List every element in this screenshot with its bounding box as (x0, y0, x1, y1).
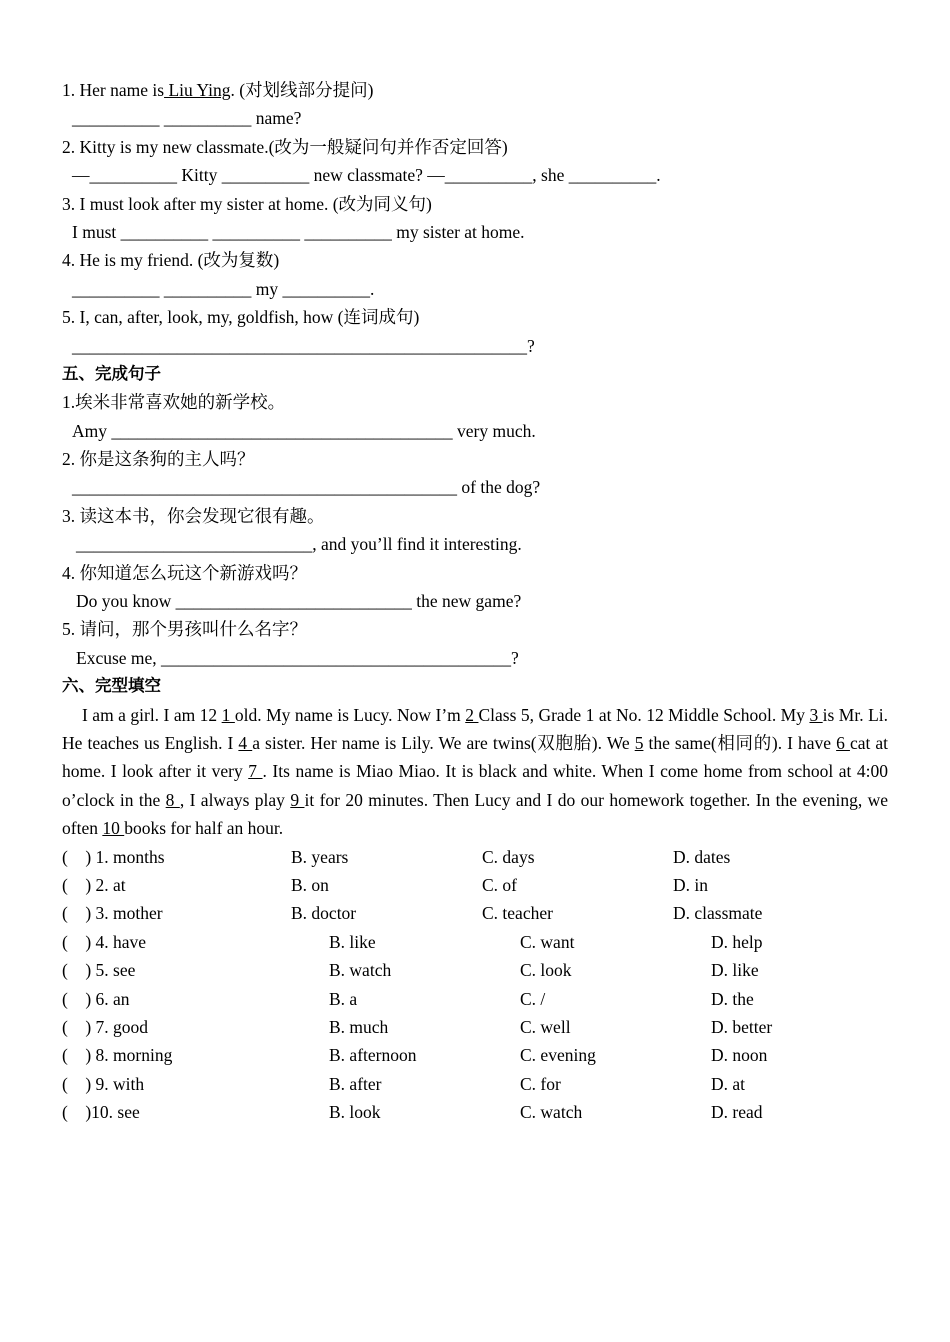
passage-text: books for half an hour. (124, 818, 284, 839)
option-row (62, 899, 888, 927)
option-row (62, 1098, 888, 1126)
question-stem[interactable]: ( ) 3. mother (62, 903, 163, 924)
question-stem[interactable]: ( )10. see (62, 1102, 140, 1123)
passage-text: is Mr. Li. He teaches us English. I (62, 704, 889, 753)
blank-number: 6 (836, 733, 850, 753)
passage-text: I am a girl. I am 12 (82, 704, 222, 725)
cloze-options (62, 843, 888, 1127)
option-row (62, 1070, 888, 1098)
passage-text: it for 20 minutes. Then Lucy and I do our homework together. In the evening, we often (62, 789, 889, 839)
option-d[interactable]: D. read (711, 1102, 763, 1123)
option-c[interactable]: C. days (482, 846, 535, 867)
passage-text: Class 5, Grade 1 at No. 12 Middle School. My (478, 704, 810, 725)
option-row (62, 1041, 888, 1069)
option-b[interactable]: B. like (329, 931, 376, 952)
question-stem[interactable]: ( ) 4. have (62, 931, 147, 952)
option-c[interactable]: C. want (520, 931, 575, 952)
option-c[interactable]: C. teacher (482, 903, 553, 924)
q4-prompt: 4. He is my friend. (改为复数) (62, 250, 280, 271)
option-b[interactable]: B. a (329, 988, 358, 1009)
option-row (62, 985, 888, 1013)
option-d[interactable]: D. noon (711, 1045, 768, 1066)
q1-instruction: . (对划线部分提问) (230, 80, 374, 100)
option-d[interactable]: D. better (711, 1016, 773, 1037)
option-b[interactable]: B. after (329, 1073, 382, 1094)
blank-number: 10 (102, 818, 125, 839)
option-c[interactable]: C. evening (520, 1045, 596, 1066)
blank-number: 8 (165, 789, 180, 810)
question-stem[interactable]: ( ) 8. morning (62, 1045, 173, 1066)
option-row (62, 928, 888, 956)
option-b[interactable]: B. afternoon (329, 1045, 417, 1066)
section5-title: 五、完成句子 (62, 363, 161, 383)
worksheet-page (62, 76, 888, 1127)
option-b[interactable]: B. doctor (291, 903, 357, 924)
passage-text: . Its name is Miao Miao. It is black and white. When I come home from school at 4:00 o’clock in the (62, 761, 888, 810)
question-stem[interactable]: ( ) 2. at (62, 875, 126, 896)
blank-number: 5 (634, 733, 644, 753)
question-stem[interactable]: ( ) 6. an (62, 988, 130, 1009)
s5-a2: ____________________________________________ of the dog? (72, 477, 541, 498)
blank-number: 4 (238, 733, 253, 753)
option-d[interactable]: D. at (711, 1073, 746, 1094)
q2-answer-line: —__________ Kitty __________ new classmate? —__________, she __________. (72, 165, 661, 186)
option-row (62, 1013, 888, 1041)
q2-prompt: 2. Kitty is my new classmate.(改为一般疑问句并作否定回答) (62, 136, 508, 157)
passage-text: a sister. Her name is Lily. We are twins(双胞胎). We (252, 733, 635, 753)
option-c[interactable]: C. look (520, 960, 572, 981)
option-d[interactable]: D. dates (673, 846, 731, 867)
option-d[interactable]: D. the (711, 988, 754, 1009)
option-c[interactable]: C. watch (520, 1102, 583, 1123)
passage-text: the same(相同的). I have (643, 733, 837, 753)
option-row (62, 871, 888, 899)
option-b[interactable]: B. years (291, 846, 349, 867)
question-stem[interactable]: ( ) 7. good (62, 1016, 149, 1037)
option-b[interactable]: B. much (329, 1016, 389, 1037)
blank-number: 3 (809, 704, 823, 725)
q1-text: 1. Her name is (62, 80, 165, 100)
s5-q5: 5. 请问，那个男孩叫什么名字？ (62, 619, 307, 640)
q3-answer-line: I must __________ __________ __________ my sister at home. (72, 221, 525, 242)
option-c[interactable]: C. for (520, 1073, 561, 1094)
s5-a5: Excuse me, ________________________________________? (76, 647, 519, 668)
s5-q2: 2. 你是这条狗的主人吗？ (62, 449, 255, 470)
s5-a3: ___________________________, and you’ll find it interesting. (76, 534, 522, 555)
blank-number: 9 (290, 789, 305, 810)
option-b[interactable]: B. on (291, 875, 329, 896)
option-d[interactable]: D. in (673, 875, 708, 896)
s5-a4: Do you know ___________________________ the new game? (76, 591, 522, 612)
section6-title: 六、完型填空 (62, 676, 161, 696)
q4-answer-line: __________ __________ my __________. (72, 278, 375, 299)
s5-q3: 3. 读这本书，你会发现它很有趣。 (62, 505, 325, 526)
option-d[interactable]: D. classmate (673, 903, 763, 924)
q3-prompt: 3. I must look after my sister at home. (改为同义句) (62, 193, 432, 214)
s5-a1: Amy _______________________________________ very much. (72, 420, 536, 441)
s5-q4: 4. 你知道怎么玩这个新游戏吗？ (62, 562, 307, 583)
q5-answer-line: ____________________________________________________? (72, 335, 535, 356)
cloze-passage (62, 701, 888, 843)
blank-number: 2 (465, 704, 479, 725)
blank-number: 7 (248, 761, 263, 782)
option-row (62, 956, 888, 984)
option-c[interactable]: C. of (482, 875, 517, 896)
question-stem[interactable]: ( ) 9. with (62, 1073, 145, 1094)
option-d[interactable]: D. like (711, 960, 759, 981)
option-c[interactable]: C. well (520, 1016, 571, 1037)
option-d[interactable]: D. help (711, 931, 763, 952)
q5-prompt: 5. I, can, after, look, my, goldfish, how (连词成句) (62, 307, 420, 328)
q1-underlined: Liu Ying (164, 80, 231, 100)
s5-q1: 1.埃米非常喜欢她的新学校。 (62, 392, 286, 413)
passage-text: cat at home. I look after it very (62, 733, 889, 782)
passage-text: old. My name is Lucy. Now I’m (234, 704, 466, 725)
option-c[interactable]: C. / (520, 988, 546, 1009)
question-stem[interactable]: ( ) 5. see (62, 960, 136, 981)
q1-prompt (62, 76, 888, 104)
blank-number: 1 (221, 704, 235, 725)
q1-answer-line: __________ __________ name? (72, 108, 302, 129)
option-b[interactable]: B. watch (329, 960, 392, 981)
option-b[interactable]: B. look (329, 1102, 381, 1123)
passage-text: , I always play (179, 789, 291, 810)
option-row (62, 843, 888, 871)
question-stem[interactable]: ( ) 1. months (62, 846, 165, 867)
